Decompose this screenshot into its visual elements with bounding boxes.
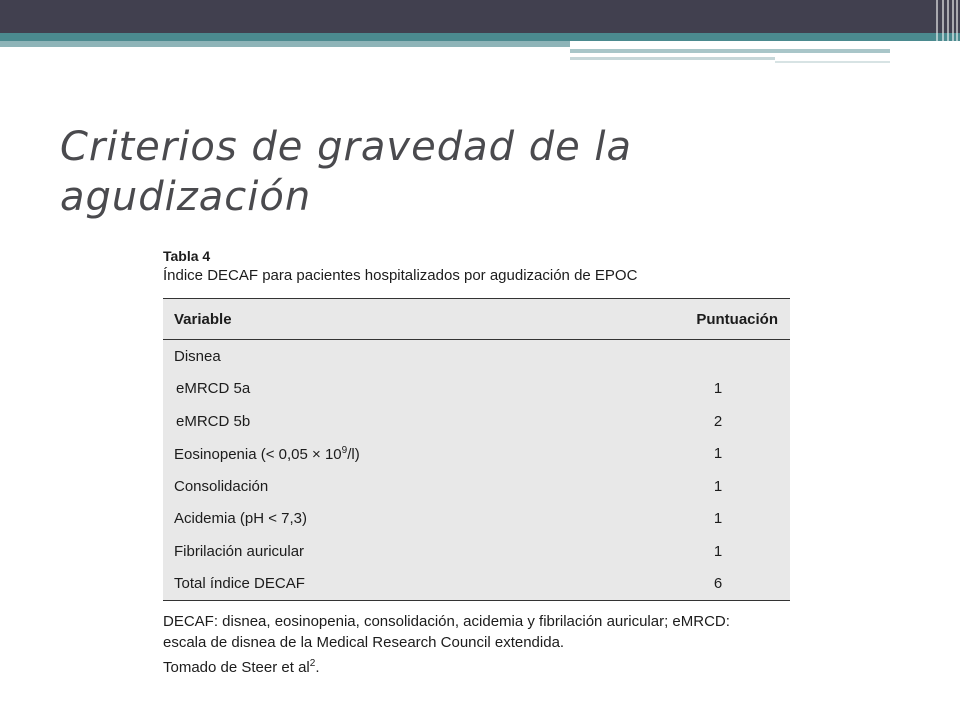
- row-value: 6: [713, 575, 723, 593]
- header-accent-line: [570, 49, 890, 53]
- row-value: 1: [713, 477, 723, 495]
- row-label: Acidemia (pH < 7,3): [174, 510, 307, 528]
- footnote-line: DECAF: disnea, eosinopenia, consolidación, acidemia y fibrilación auricular; eMRCD:: [163, 613, 730, 630]
- row-value: 1: [713, 510, 723, 528]
- row-label: Total índice DECAF: [174, 575, 305, 593]
- slide-title: Criterios de gravedad de la agudización: [60, 124, 633, 220]
- table-footnote: [163, 611, 793, 678]
- header-vertical-bars: [930, 0, 960, 66]
- footnote-source: Tomado de Steer et $al^2$.: [163, 658, 320, 676]
- row-label: eMRCD 5a: [176, 380, 251, 398]
- table-row: [163, 373, 790, 406]
- table-row: [163, 568, 790, 601]
- row-label: Consolidación: [174, 477, 269, 495]
- row-value: 1: [713, 380, 723, 398]
- header-accent-line: [570, 57, 775, 60]
- table-subtitle: Índice DECAF para pacientes hospitalizados por agudización de EPOC: [163, 267, 638, 284]
- row-label: Disnea: [174, 347, 221, 365]
- row-value: 1: [713, 542, 723, 560]
- decaf-table-figure: [163, 248, 793, 678]
- row-label: Fibrilación auricular: [174, 542, 305, 560]
- table-row: [163, 470, 790, 503]
- footnote-line: escala de disnea de la Medical Research Council extendida.: [163, 634, 565, 651]
- table-row: [163, 405, 790, 438]
- table-row: [163, 438, 790, 471]
- header-variable: Variable: [174, 310, 232, 328]
- row-label: Eosinopenia (< $0,05 \times 10^9/l$): [174, 444, 360, 463]
- header-light-band: [0, 41, 570, 47]
- decaf-table: [163, 298, 790, 601]
- table-caption: Tabla 4: [163, 248, 211, 264]
- table-row: [163, 535, 790, 568]
- header-teal-band: [0, 33, 960, 41]
- table-header-row: [163, 299, 790, 340]
- row-value: 2: [713, 412, 723, 430]
- header-dark-band: [0, 0, 960, 33]
- table-row: [163, 503, 790, 536]
- table-row: [163, 340, 790, 373]
- header-accent-line: [775, 61, 890, 63]
- header-score: Puntuación: [696, 310, 778, 328]
- row-label: eMRCD 5b: [176, 412, 251, 430]
- row-value: 1: [713, 445, 723, 463]
